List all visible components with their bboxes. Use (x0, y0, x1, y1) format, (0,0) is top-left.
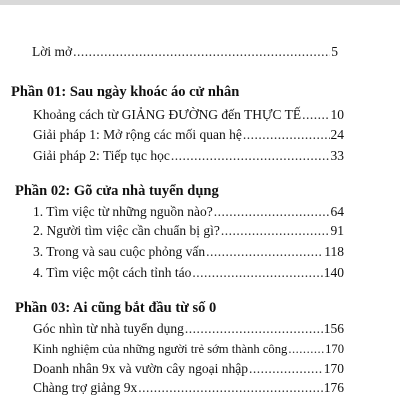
toc-entry[interactable] (33, 360, 344, 378)
toc-entry-page: 24 (330, 127, 344, 142)
toc-entry-page: 10 (330, 107, 344, 122)
toc-leader-dots (138, 379, 323, 397)
toc-leader-dots (73, 43, 330, 61)
toc-entry-page: 156 (323, 321, 344, 336)
toc-leader-dots (288, 340, 324, 358)
toc-entry-title: Kinh nghiệm của những người trẻ sớm thành công (33, 342, 288, 356)
toc-entry-intro[interactable] (32, 43, 338, 61)
toc-entry[interactable] (33, 147, 344, 165)
toc-entry-page: 64 (330, 204, 344, 219)
section-heading-1: Phần 01: Sau ngày khoác áo cử nhân (11, 84, 240, 100)
toc-leader-dots (171, 147, 330, 165)
toc-entry[interactable] (33, 106, 344, 124)
toc-entry-title: Giải pháp 1: Mở rộng các mối quan hệ (33, 127, 242, 142)
toc-entry-page: 91 (330, 223, 344, 238)
toc-entry-title: Doanh nhân 9x và vườn cây ngoại nhập (33, 361, 249, 376)
toc-entry-page: 140 (323, 265, 344, 280)
toc-leader-dots (221, 222, 330, 240)
toc-entry[interactable] (33, 222, 344, 240)
toc-entry-title: Lời mở (32, 44, 73, 59)
toc-entry-page: 5 (331, 44, 338, 59)
toc-leader-dots (249, 360, 323, 378)
section-heading-3: Phần 03: Ai cũng bắt đầu từ số 0 (15, 300, 217, 316)
toc-entry-title: Giải pháp 2: Tiếp tục học (33, 148, 170, 163)
toc-entry-title: 1. Tìm việc từ những nguồn nào? (33, 204, 213, 219)
toc-entry-title: 3. Trong và sau cuộc phỏng vấn (33, 244, 206, 259)
toc-entry[interactable] (33, 379, 344, 397)
toc-leader-dots (243, 126, 330, 144)
toc-entry[interactable] (33, 320, 344, 338)
toc-entry[interactable] (33, 126, 344, 144)
toc-entry[interactable] (33, 340, 344, 358)
toc-entry-page: 118 (324, 244, 344, 259)
toc-entry-page: 176 (323, 380, 344, 395)
toc-entry[interactable] (33, 243, 344, 261)
toc-entry-page: 170 (325, 342, 344, 356)
toc-leader-dots (192, 264, 322, 282)
toc-leader-dots (214, 203, 330, 221)
toc-entry-title: Khoảng cách từ GIẢNG ĐƯỜNG đến THỰC TẾ (33, 107, 302, 122)
toc-entry-page: 33 (330, 148, 344, 163)
toc-entry[interactable] (33, 264, 344, 282)
toc-entry-title: 2. Người tìm việc cần chuẩn bị gì? (33, 223, 220, 238)
toc-entry-title: 4. Tìm việc một cách tỉnh táo (33, 265, 192, 280)
toc-entry[interactable] (33, 203, 344, 221)
toc-entry-title: Góc nhìn từ nhà tuyển dụng (33, 321, 184, 336)
toc-leader-dots (206, 243, 323, 261)
toc-entry-page: 170 (323, 361, 344, 376)
toc-entry-title: Chàng trợ giảng 9x (33, 380, 138, 395)
toc-leader-dots (302, 106, 329, 124)
toc-leader-dots (185, 320, 323, 338)
section-heading-2: Phần 02: Gõ cửa nhà tuyển dụng (15, 183, 219, 199)
